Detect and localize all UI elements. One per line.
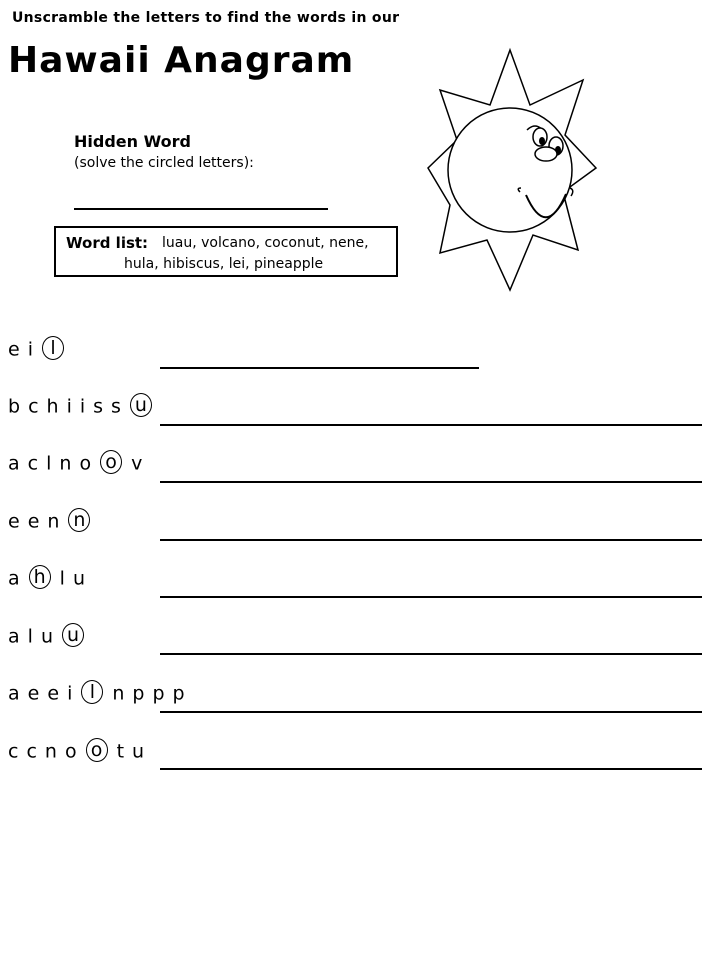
scrambled-letter: l	[59, 567, 65, 590]
hidden-word-answer-line[interactable]	[74, 208, 328, 210]
scrambled-letters	[8, 452, 150, 476]
scrambled-letter: s	[111, 395, 121, 418]
scrambled-letters	[8, 682, 193, 706]
scrambled-letter: v	[131, 452, 143, 475]
scrambled-letters	[8, 338, 73, 362]
scrambled-letter: a	[8, 625, 20, 648]
scrambled-letter: c	[27, 452, 39, 475]
scrambled-letter: n	[44, 740, 57, 763]
scrambled-letter: i	[79, 395, 86, 418]
scrambled-letter: e	[27, 682, 40, 705]
scrambled-letter: e	[27, 510, 40, 533]
scrambled-letter: i	[67, 682, 73, 705]
answer-line[interactable]	[160, 711, 702, 713]
scrambled-letter: t	[116, 740, 125, 763]
scrambled-letter: c	[26, 740, 37, 763]
scrambled-letter: p	[172, 682, 185, 705]
scrambled-letter: a	[8, 567, 20, 590]
scrambled-letter: n	[112, 682, 125, 705]
scrambled-letter: a	[8, 452, 20, 475]
scrambled-letter: e	[8, 338, 20, 361]
circled-letter: o	[100, 450, 122, 474]
scrambled-letter: i	[27, 338, 33, 361]
scrambled-letter: n	[59, 452, 72, 475]
scrambled-letter: c	[8, 740, 19, 763]
answer-line[interactable]	[160, 596, 702, 598]
scrambled-letter: h	[46, 395, 59, 418]
hidden-word-label: Hidden Word	[74, 132, 192, 151]
scrambled-letter: n	[47, 510, 60, 533]
scrambled-letters	[8, 625, 93, 649]
word-list-line-2: hula, hibiscus, lei, pineapple	[124, 256, 324, 272]
word-list-line-1: luau, volcano, coconut, nene,	[162, 235, 369, 251]
scrambled-letter: p	[132, 682, 145, 705]
scrambled-letter: e	[8, 510, 20, 533]
answer-line[interactable]	[160, 481, 702, 483]
circled-letter: l	[81, 680, 103, 704]
answer-line[interactable]	[160, 653, 702, 655]
scrambled-letter: b	[8, 395, 21, 418]
smiling-sun-icon	[420, 40, 600, 295]
scrambled-letter: o	[79, 452, 92, 475]
answer-line[interactable]	[160, 539, 702, 541]
scrambled-letter: o	[64, 740, 77, 763]
scrambled-letter: l	[46, 452, 52, 475]
worksheet-subtitle: Unscramble the letters to find the words in our	[12, 10, 400, 26]
word-list-label: Word list:	[66, 234, 149, 252]
scrambled-letter: u	[72, 567, 85, 590]
answer-line[interactable]	[160, 768, 702, 770]
scrambled-letters	[8, 740, 152, 764]
answer-line[interactable]	[160, 367, 479, 369]
scrambled-letter: c	[28, 395, 39, 418]
scrambled-letter: u	[132, 740, 145, 763]
word-list-box	[54, 226, 398, 277]
circled-letter: u	[130, 393, 152, 417]
scrambled-letter: a	[8, 682, 20, 705]
answer-line[interactable]	[160, 424, 702, 426]
scrambled-letter: u	[40, 625, 53, 648]
scrambled-letter: e	[47, 682, 60, 705]
scrambled-letter: l	[27, 625, 33, 648]
scrambled-letter: p	[152, 682, 165, 705]
circled-letter: o	[86, 738, 108, 762]
circled-letter: l	[42, 336, 64, 360]
scrambled-letters	[8, 567, 93, 591]
circled-letter: u	[62, 623, 84, 647]
circled-letter: n	[68, 508, 90, 532]
circled-letter: h	[29, 565, 51, 589]
scrambled-letter: i	[66, 395, 72, 418]
scrambled-letter: s	[93, 395, 104, 418]
hidden-word-instruction: (solve the circled letters):	[74, 155, 254, 171]
scrambled-letters	[8, 510, 99, 534]
scrambled-letters	[8, 395, 161, 419]
worksheet-title: Hawaii Anagram	[8, 40, 355, 81]
